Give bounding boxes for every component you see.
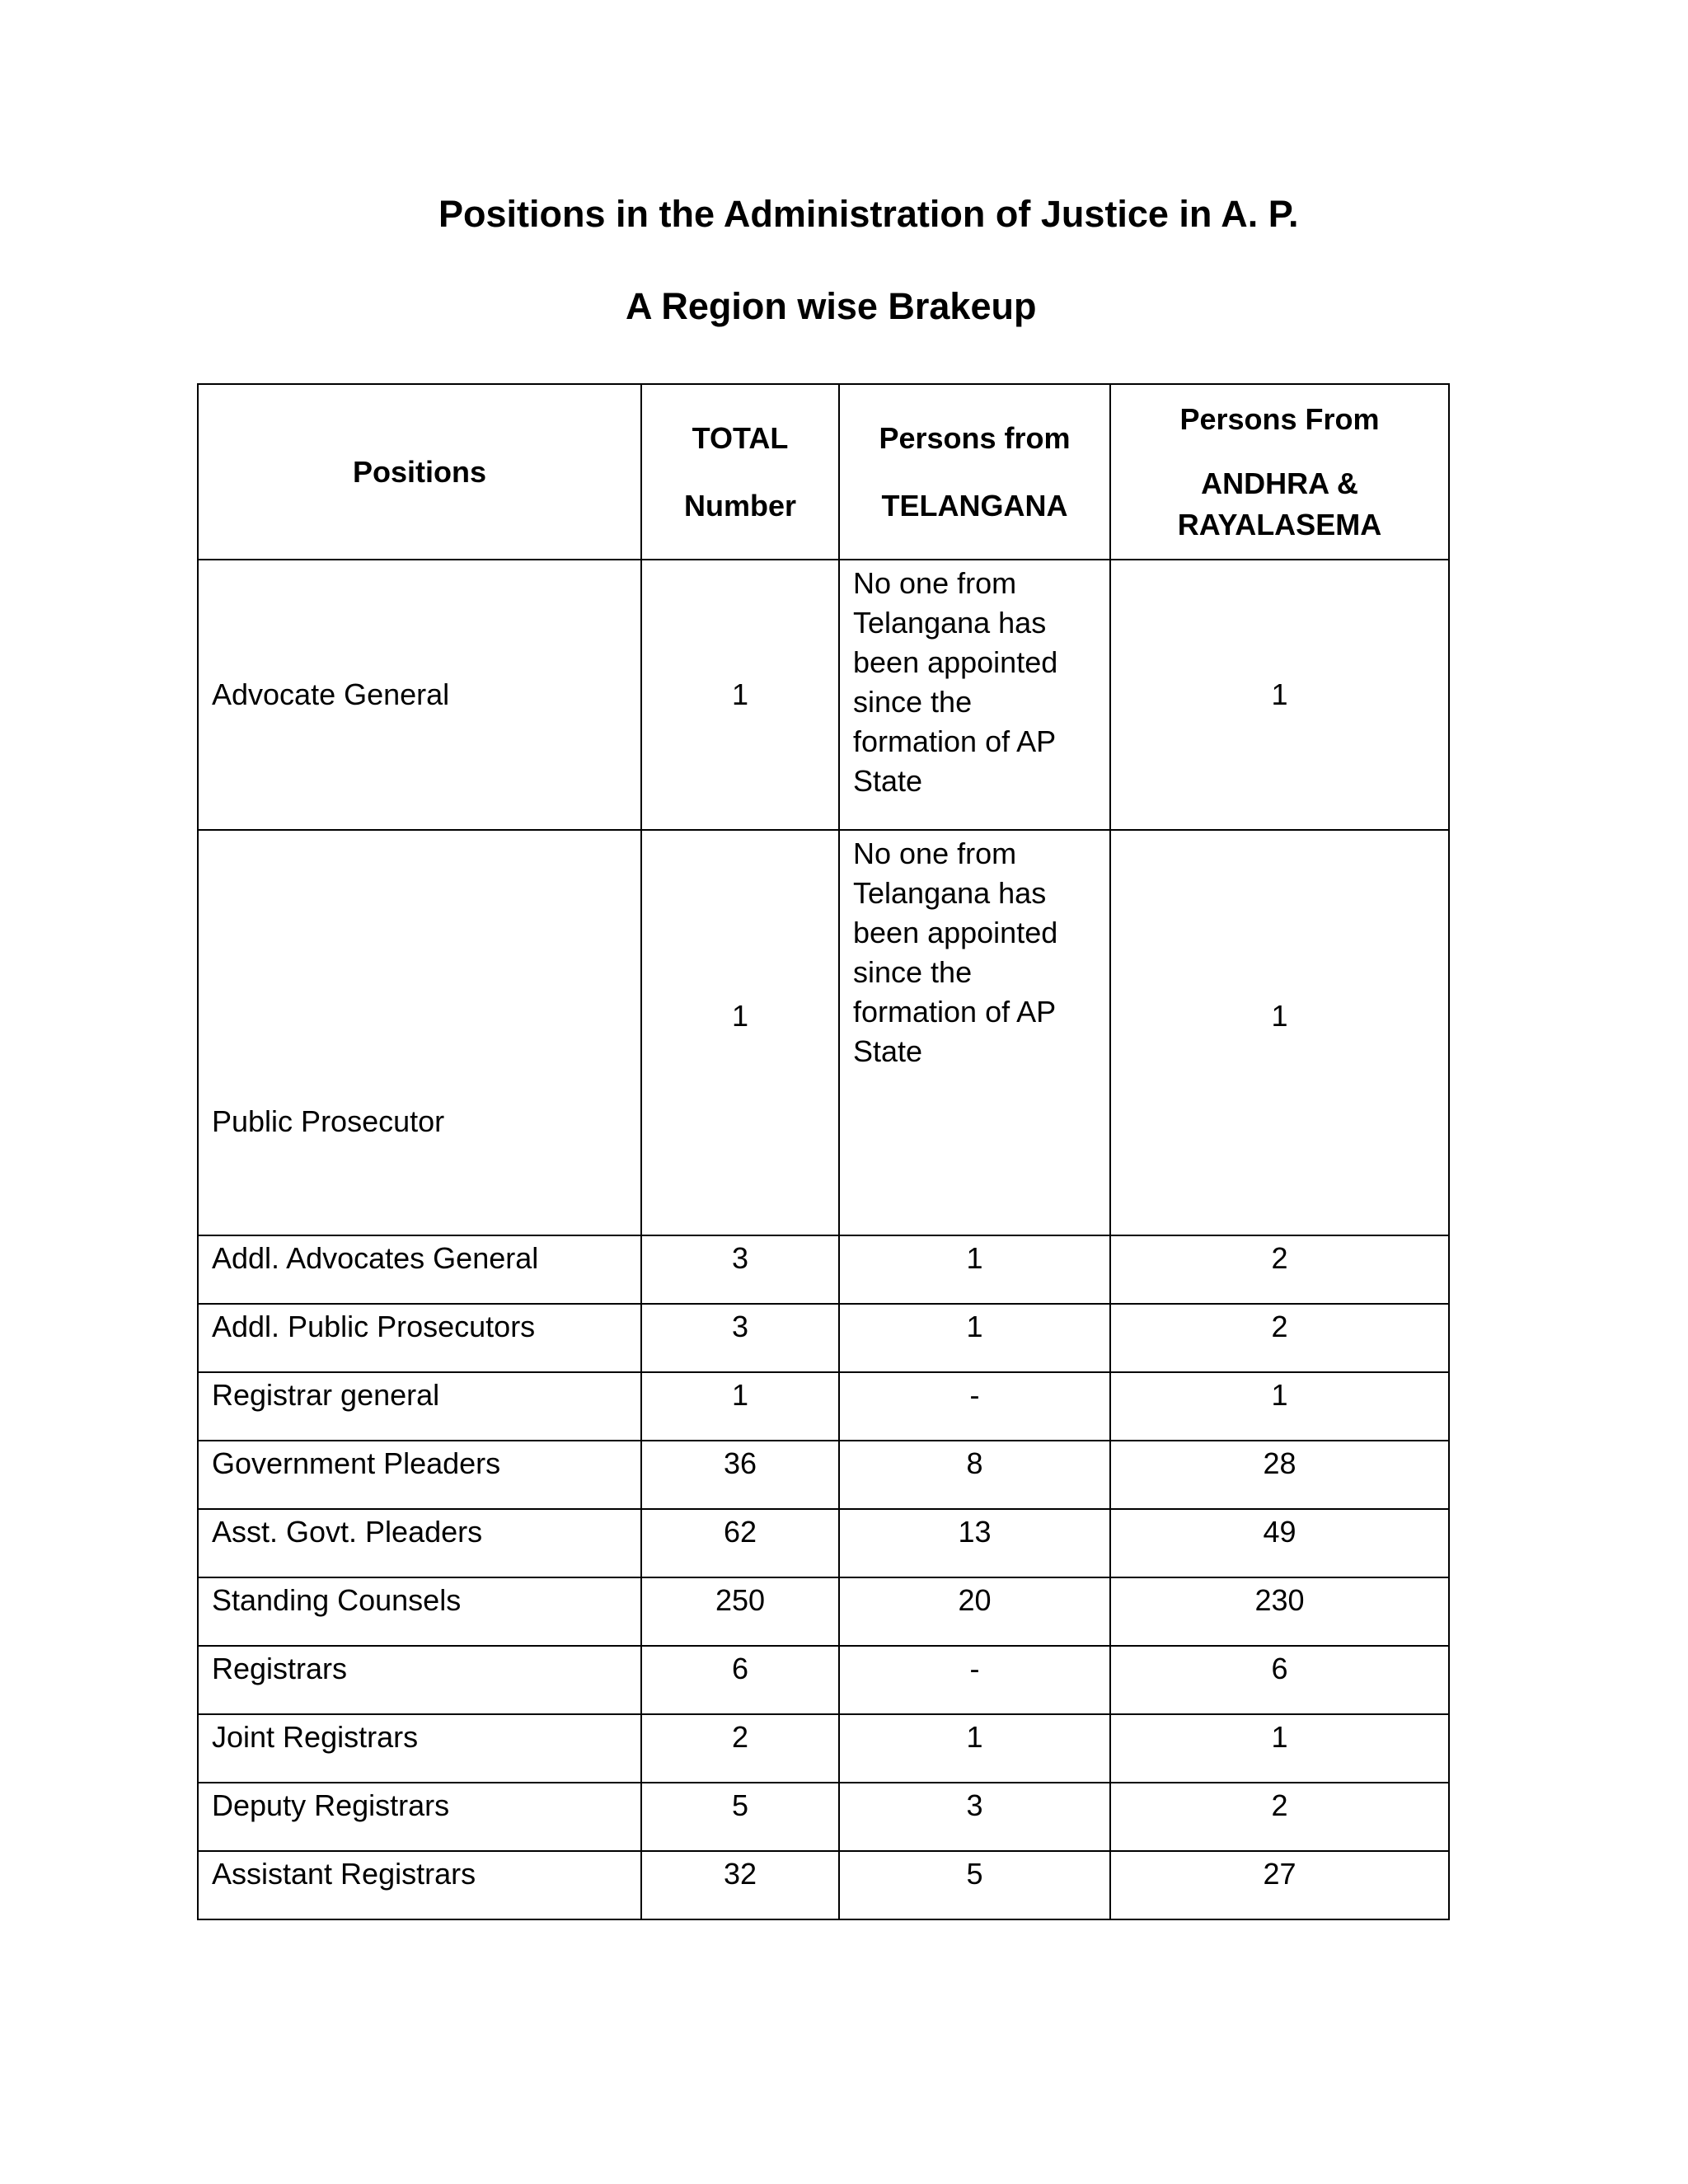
header-total-line2: Number	[683, 488, 797, 523]
document-subtitle: A Region wise Brakeup	[626, 285, 1037, 327]
cell-andhra: 1	[1110, 1372, 1449, 1441]
table-row	[198, 1441, 1449, 1509]
cell-telangana: 3	[839, 1783, 1110, 1851]
cell-telangana: 5	[839, 1851, 1110, 1919]
table-row	[198, 1714, 1449, 1783]
cell-andhra: 2	[1110, 1783, 1449, 1851]
cell-telangana: No one from Telangana has been appointed since the formation of AP State	[839, 830, 1110, 1235]
cell-position: Joint Registrars	[198, 1714, 641, 1783]
cell-total: 6	[641, 1646, 839, 1714]
table-row	[198, 1783, 1449, 1851]
cell-total: 2	[641, 1714, 839, 1783]
cell-telangana: 8	[839, 1441, 1110, 1509]
cell-total: 32	[641, 1851, 839, 1919]
cell-telangana: 1	[839, 1304, 1110, 1372]
region-breakup-table	[197, 383, 1450, 1920]
table-row	[198, 560, 1449, 830]
table-row	[198, 1235, 1449, 1304]
cell-andhra: 1	[1110, 560, 1449, 830]
cell-total: 1	[641, 1372, 839, 1441]
table-row	[198, 1304, 1449, 1372]
cell-telangana: No one from Telangana has been appointed since the formation of AP State	[839, 560, 1110, 830]
cell-position: Government Pleaders	[198, 1441, 641, 1509]
table-row	[198, 830, 1449, 1235]
header-andhra-line1: Persons From	[1179, 401, 1380, 436]
cell-andhra: 6	[1110, 1646, 1449, 1714]
cell-position: Assistant Registrars	[198, 1851, 641, 1919]
cell-total: 62	[641, 1509, 839, 1577]
header-total	[641, 384, 839, 560]
table-row	[198, 1577, 1449, 1646]
table-row	[198, 1509, 1449, 1577]
header-telangana-line1: Persons from	[879, 420, 1071, 455]
cell-total: 3	[641, 1304, 839, 1372]
cell-total: 5	[641, 1783, 839, 1851]
table-row	[198, 1646, 1449, 1714]
cell-andhra: 2	[1110, 1304, 1449, 1372]
table-header-row	[198, 384, 1449, 560]
cell-position: Deputy Registrars	[198, 1783, 641, 1851]
cell-andhra: 230	[1110, 1577, 1449, 1646]
cell-position: Registrars	[198, 1646, 641, 1714]
cell-andhra: 27	[1110, 1851, 1449, 1919]
cell-andhra: 49	[1110, 1509, 1449, 1577]
cell-position: Registrar general	[198, 1372, 641, 1441]
header-andhra	[1110, 384, 1449, 560]
cell-total: 1	[641, 560, 839, 830]
cell-telangana: 1	[839, 1235, 1110, 1304]
cell-position: Standing Counsels	[198, 1577, 641, 1646]
cell-position: Asst. Govt. Pleaders	[198, 1509, 641, 1577]
cell-position: Public Prosecutor	[198, 830, 641, 1235]
cell-andhra: 28	[1110, 1441, 1449, 1509]
cell-andhra: 1	[1110, 830, 1449, 1235]
cell-position: Addl. Public Prosecutors	[198, 1304, 641, 1372]
cell-andhra: 2	[1110, 1235, 1449, 1304]
cell-position: Addl. Advocates General	[198, 1235, 641, 1304]
header-andhra-line2: ANDHRA &	[1201, 466, 1358, 500]
cell-telangana: 13	[839, 1509, 1110, 1577]
cell-total: 1	[641, 830, 839, 1235]
cell-total: 36	[641, 1441, 839, 1509]
cell-total: 3	[641, 1235, 839, 1304]
header-positions: Positions	[198, 384, 641, 560]
cell-andhra: 1	[1110, 1714, 1449, 1783]
cell-telangana: 1	[839, 1714, 1110, 1783]
cell-telangana: -	[839, 1372, 1110, 1441]
header-telangana	[839, 384, 1110, 560]
table-row	[198, 1372, 1449, 1441]
cell-total: 250	[641, 1577, 839, 1646]
cell-telangana: 20	[839, 1577, 1110, 1646]
header-total-line1: TOTAL	[692, 420, 789, 455]
header-telangana-line2: TELANGANA	[881, 488, 1068, 523]
header-andhra-line3: RAYALASEMA	[1177, 507, 1382, 541]
cell-position: Advocate General	[198, 560, 641, 830]
cell-telangana: -	[839, 1646, 1110, 1714]
table-row	[198, 1851, 1449, 1919]
document-title: Positions in the Administration of Justice in A. P.	[438, 193, 1299, 235]
